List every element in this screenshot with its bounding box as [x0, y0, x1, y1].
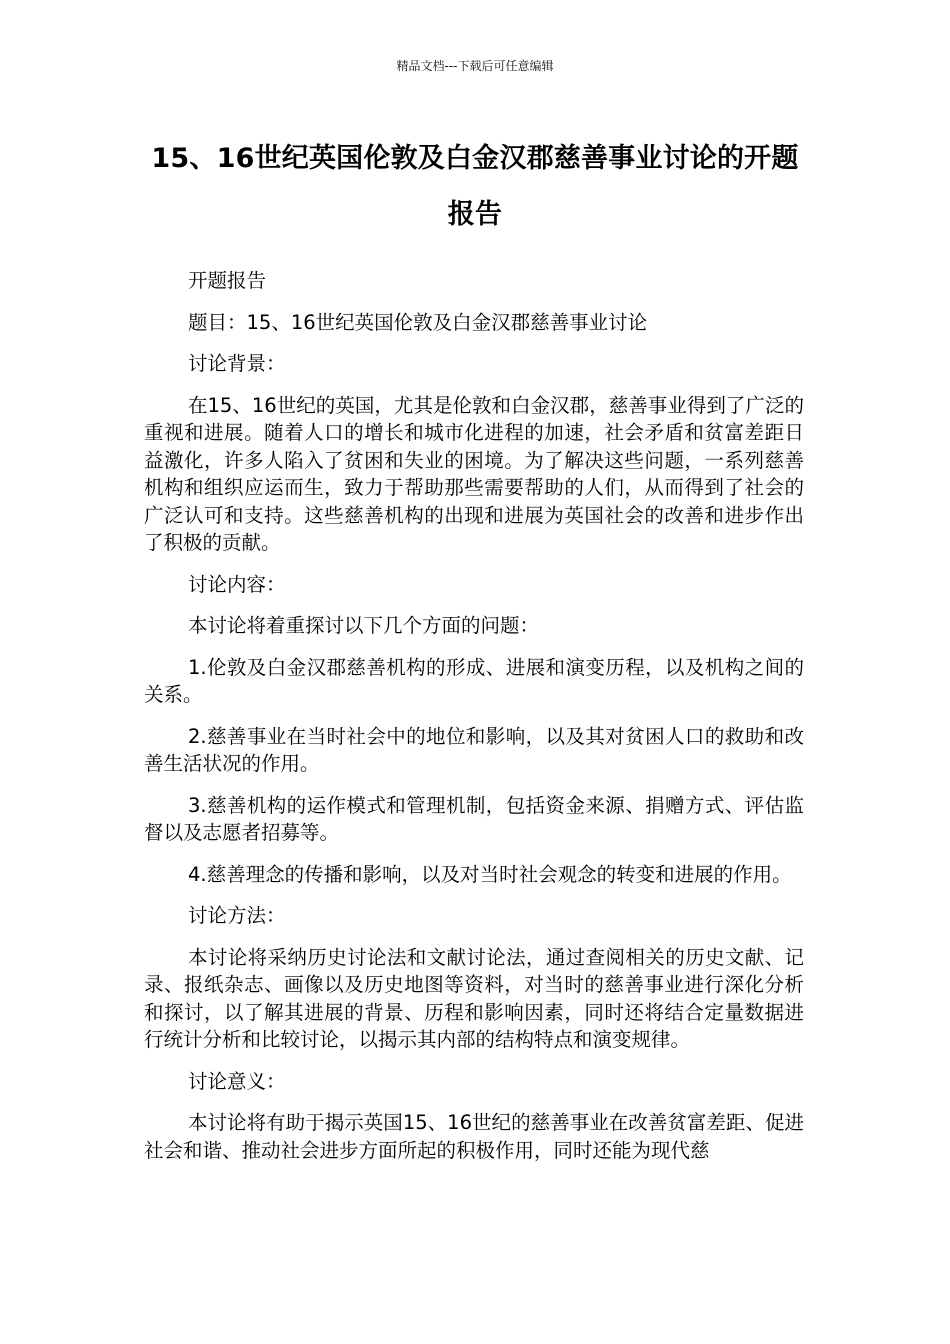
content-item-4: 4.慈善理念的传播和影响，以及对当时社会观念的转变和进展的作用。 — [188, 862, 792, 886]
section-background-heading: 讨论背景： — [188, 352, 286, 375]
paragraph-significance: 本讨论将有助于揭示英国15、16世纪的慈善事业在改善贫富差距、促进社会和谐、推动社会进步方面所起的积极作用，同时还能为现代慈 — [144, 1111, 804, 1162]
section-significance-heading: 讨论意义： — [188, 1069, 286, 1093]
section-method-heading: 讨论方法： — [188, 904, 286, 927]
paragraph-topic: 题目：15、16世纪英国伦敦及白金汉郡慈善事业讨论 — [188, 310, 648, 334]
paragraph-background: 在15、16世纪的英国，尤其是伦敦和白金汉郡，慈善事业得到了广泛的重视和进展。随着人口的增长和城市化进程的加速，社会矛盾和贫富差距日益激化，许多人陷入了贫困和失业的困境。为了解决这些问题，一系列慈善机构和组织应运而生，致力于帮助那些需要帮助的人们，从而得到了社会的广泛认可和支持。这些慈善机构的出现和进展为英国社会的改善和进步作出了积极的贡献。 — [144, 393, 804, 554]
header-note: 精品文档---下载后可任意编辑 — [396, 59, 554, 73]
paragraph-proposal-label: 开题报告 — [188, 269, 267, 292]
content-item-3: 3.慈善机构的运作模式和管理机制，包括资金来源、捐赠方式、评估监督以及志愿者招募等。 — [144, 793, 804, 844]
content-item-1: 1.伦敦及白金汉郡慈善机构的形成、进展和演变历程，以及机构之间的关系。 — [144, 655, 804, 706]
section-content-heading: 讨论内容： — [188, 572, 286, 596]
paragraph-method: 本讨论将采纳历史讨论法和文献讨论法，通过查阅相关的历史文献、记录、报纸杂志、画像以及历史地图等资料，对当时的慈善事业进行深化分析和探讨，以了解其进展的背景、历程和影响因素，同时还将结合定量数据进行统计分析和比较讨论，以揭示其内部的结构特点和演变规律。 — [144, 945, 804, 1051]
content-item-2: 2.慈善事业在当时社会中的地位和影响，以及其对贫困人口的救助和改善生活状况的作用。 — [144, 724, 804, 775]
document-body — [144, 267, 804, 1178]
paragraph-content-intro: 本讨论将着重探讨以下几个方面的问题： — [188, 614, 540, 637]
document-title: 15、16世纪英国伦敦及白金汉郡慈善事业讨论的开题报告 — [151, 143, 799, 230]
